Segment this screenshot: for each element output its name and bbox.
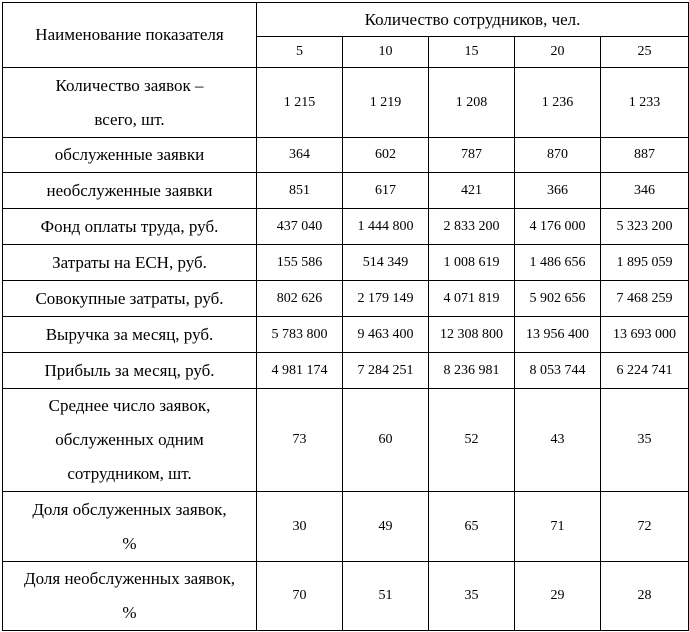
row-label <box>3 353 257 389</box>
column-header: 25 <box>601 37 689 68</box>
row-label <box>3 389 257 492</box>
row-label-line: сотрудником, шт. <box>67 464 192 483</box>
table-row <box>3 245 689 281</box>
value-cell: 1 444 800 <box>343 209 429 245</box>
header-row <box>3 3 689 37</box>
value-cell: 72 <box>601 492 689 562</box>
row-label-line: Затраты на ЕСН, руб. <box>52 252 207 272</box>
indicator-header: Наименование показателя <box>3 3 257 68</box>
value-cell: 7 284 251 <box>343 353 429 389</box>
column-header: 20 <box>515 37 601 68</box>
table-row <box>3 562 689 631</box>
value-cell: 12 308 800 <box>429 317 515 353</box>
value-cell: 6 224 741 <box>601 353 689 389</box>
value-cell: 1 895 059 <box>601 245 689 281</box>
value-cell: 4 071 819 <box>429 281 515 317</box>
row-label <box>3 281 257 317</box>
value-cell: 787 <box>429 138 515 173</box>
value-cell: 364 <box>257 138 343 173</box>
value-cell: 437 040 <box>257 209 343 245</box>
value-cell: 155 586 <box>257 245 343 281</box>
value-cell: 1 215 <box>257 68 343 138</box>
value-cell: 1 208 <box>429 68 515 138</box>
staff-count-table <box>2 2 689 631</box>
value-cell: 7 468 259 <box>601 281 689 317</box>
value-cell: 1 236 <box>515 68 601 138</box>
table-body <box>3 3 689 631</box>
value-cell: 9 463 400 <box>343 317 429 353</box>
value-cell: 43 <box>515 389 601 492</box>
value-cell: 346 <box>601 173 689 209</box>
column-header: 10 <box>343 37 429 68</box>
value-cell: 51 <box>343 562 429 631</box>
value-cell: 29 <box>515 562 601 631</box>
value-cell: 8 053 744 <box>515 353 601 389</box>
row-label-line: Прибыль за месяц, руб. <box>44 360 215 380</box>
value-cell: 4 176 000 <box>515 209 601 245</box>
value-cell: 1 486 656 <box>515 245 601 281</box>
value-cell: 887 <box>601 138 689 173</box>
table-row <box>3 209 689 245</box>
row-label-line: Доля необслуженных заявок, <box>24 569 235 588</box>
table-row <box>3 173 689 209</box>
row-label <box>3 492 257 562</box>
value-cell: 802 626 <box>257 281 343 317</box>
value-cell: 5 783 800 <box>257 317 343 353</box>
value-cell: 5 902 656 <box>515 281 601 317</box>
value-cell: 65 <box>429 492 515 562</box>
value-cell: 49 <box>343 492 429 562</box>
row-label-line: Фонд оплаты труда, руб. <box>40 216 219 236</box>
value-cell: 514 349 <box>343 245 429 281</box>
row-label-line: обслуженные заявки <box>54 145 205 164</box>
value-cell: 421 <box>429 173 515 209</box>
value-cell: 1 219 <box>343 68 429 138</box>
row-label <box>3 562 257 631</box>
table-row <box>3 317 689 353</box>
row-label-line: Среднее число заявок, <box>48 396 211 415</box>
value-cell: 4 981 174 <box>257 353 343 389</box>
value-cell: 870 <box>515 138 601 173</box>
value-cell: 8 236 981 <box>429 353 515 389</box>
table-row <box>3 389 689 492</box>
value-cell: 366 <box>515 173 601 209</box>
row-label-line: всего, шт. <box>94 109 165 129</box>
column-header: 15 <box>429 37 515 68</box>
value-cell: 1 008 619 <box>429 245 515 281</box>
value-cell: 2 833 200 <box>429 209 515 245</box>
row-label <box>3 209 257 245</box>
table-row <box>3 353 689 389</box>
value-cell: 30 <box>257 492 343 562</box>
value-cell: 60 <box>343 389 429 492</box>
value-cell: 617 <box>343 173 429 209</box>
row-label-line: Доля обслуженных заявок, <box>32 499 227 519</box>
value-cell: 71 <box>515 492 601 562</box>
row-label <box>3 173 257 209</box>
row-label <box>3 245 257 281</box>
table-row <box>3 281 689 317</box>
row-label-line: % <box>122 603 137 622</box>
value-cell: 28 <box>601 562 689 631</box>
staff-count-header: Количество сотрудников, чел. <box>257 3 689 37</box>
row-label-line: Выручка за месяц, руб. <box>45 324 214 344</box>
table-row <box>3 68 689 138</box>
row-label <box>3 317 257 353</box>
column-header: 5 <box>257 37 343 68</box>
value-cell: 70 <box>257 562 343 631</box>
row-label <box>3 138 257 173</box>
value-cell: 52 <box>429 389 515 492</box>
row-label-line: обслуженных одним <box>55 430 204 449</box>
value-cell: 35 <box>601 389 689 492</box>
value-cell: 13 693 000 <box>601 317 689 353</box>
row-label-line: Совокупные затраты, руб. <box>35 288 224 308</box>
row-label-line: необслуженные заявки <box>46 180 213 200</box>
value-cell: 1 233 <box>601 68 689 138</box>
value-cell: 13 956 400 <box>515 317 601 353</box>
value-cell: 602 <box>343 138 429 173</box>
row-label-line: Количество заявок – <box>55 75 204 95</box>
row-label <box>3 68 257 138</box>
row-label-line: % <box>122 533 137 553</box>
table-row <box>3 492 689 562</box>
value-cell: 73 <box>257 389 343 492</box>
value-cell: 2 179 149 <box>343 281 429 317</box>
value-cell: 35 <box>429 562 515 631</box>
value-cell: 851 <box>257 173 343 209</box>
table-row <box>3 138 689 173</box>
value-cell: 5 323 200 <box>601 209 689 245</box>
